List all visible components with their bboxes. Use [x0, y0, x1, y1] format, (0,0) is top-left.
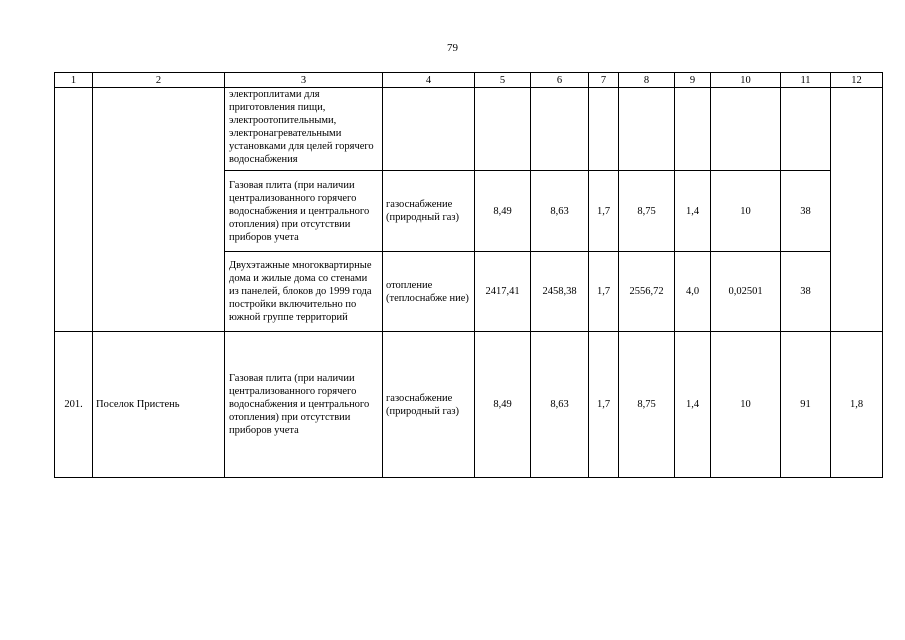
header-cell: 5 — [475, 73, 531, 88]
description-cell: Двухэтажные многоквартирные дома и жилые дома со стенами из панелей, блоков до 1999 года постройки включительно по южной группе территорий — [225, 252, 383, 332]
header-cell: 2 — [93, 73, 225, 88]
value-cell — [475, 88, 531, 171]
header-cell: 7 — [589, 73, 619, 88]
value-cell: 91 — [781, 332, 831, 478]
value-cell: 1,7 — [589, 171, 619, 252]
value-cell — [531, 88, 589, 171]
value-cell: 8,49 — [475, 332, 531, 478]
header-cell: 3 — [225, 73, 383, 88]
description-cell: Газовая плита (при наличии централизованного горячего водоснабжения и центрального отопления) при отсутствии приборов учета — [225, 332, 383, 478]
value-cell: 2417,41 — [475, 252, 531, 332]
value-cell: 8,63 — [531, 332, 589, 478]
value-cell: 2458,38 — [531, 252, 589, 332]
header-cell: 12 — [831, 73, 883, 88]
value-cell: 2556,72 — [619, 252, 675, 332]
value-cell — [781, 88, 831, 171]
service-cell: газоснабжение (природный газ) — [383, 171, 475, 252]
header-cell: 11 — [781, 73, 831, 88]
value-cell — [711, 88, 781, 171]
description-cell: электроплитами для приготовления пищи, электроотопительными, электронагревательными установками для целей горячего водоснабжения — [225, 88, 383, 171]
value-cell: 10 — [711, 332, 781, 478]
value-cell: 38 — [781, 171, 831, 252]
tariff-table — [54, 72, 883, 478]
header-cell: 8 — [619, 73, 675, 88]
value-cell: 1,7 — [589, 252, 619, 332]
description-cell: Газовая плита (при наличии централизованного горячего водоснабжения и центрального отопления) при отсутствии приборов учета — [225, 171, 383, 252]
value-cell — [589, 88, 619, 171]
value-cell: 8,63 — [531, 171, 589, 252]
value-cell: 10 — [711, 171, 781, 252]
service-cell: газоснабжение (природный газ) — [383, 332, 475, 478]
service-cell — [383, 88, 475, 171]
header-row — [55, 73, 883, 88]
value-cell: 1,8 — [831, 332, 883, 478]
page-number: 79 — [447, 42, 458, 54]
settlement-cell: Поселок Пристень — [93, 332, 225, 478]
row-number-cell: 201. — [55, 332, 93, 478]
header-cell: 10 — [711, 73, 781, 88]
value-cell: 8,49 — [475, 171, 531, 252]
service-cell: отопление (теплоснабже ние) — [383, 252, 475, 332]
value-cell: 1,4 — [675, 332, 711, 478]
value-cell: 0,02501 — [711, 252, 781, 332]
value-cell: 4,0 — [675, 252, 711, 332]
header-cell: 1 — [55, 73, 93, 88]
value-cell: 38 — [781, 252, 831, 332]
value-cell — [619, 88, 675, 171]
header-cell: 9 — [675, 73, 711, 88]
value-cell — [675, 88, 711, 171]
settlement-cell — [93, 88, 225, 332]
table-row — [55, 332, 883, 478]
header-cell: 4 — [383, 73, 475, 88]
table-row — [55, 88, 883, 171]
header-cell: 6 — [531, 73, 589, 88]
value-cell: 8,75 — [619, 171, 675, 252]
value-cell: 1,7 — [589, 332, 619, 478]
row-number-cell — [55, 88, 93, 332]
value-cell: 8,75 — [619, 332, 675, 478]
value-cell — [831, 88, 883, 332]
value-cell: 1,4 — [675, 171, 711, 252]
